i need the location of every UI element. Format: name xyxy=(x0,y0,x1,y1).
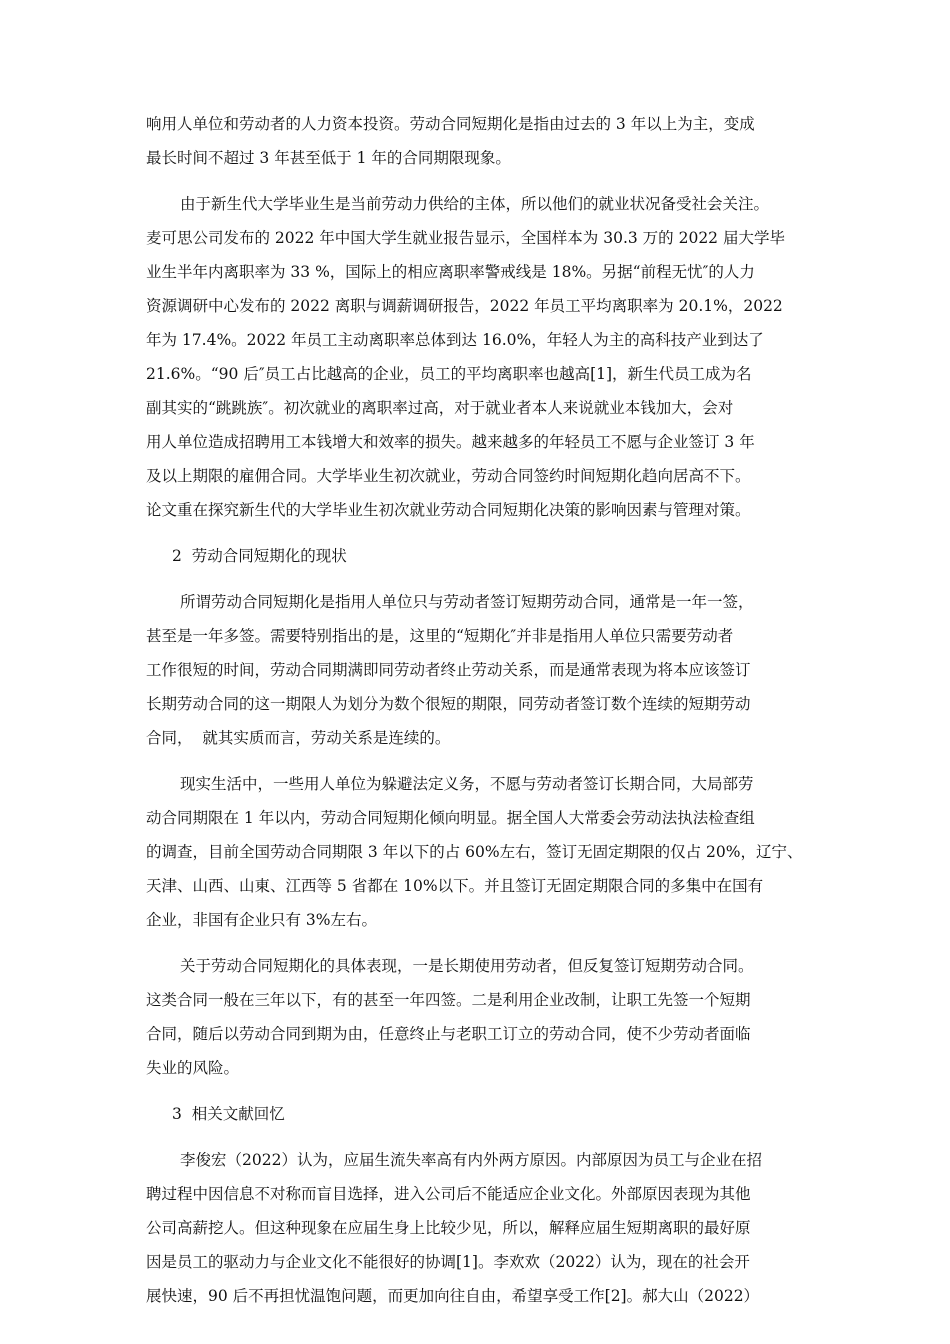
text-line: 天津、山西、山東、江西等 5 省都在 10%以下。并且签订无固定期限合同的多集中在国有 xyxy=(146,877,764,895)
text-line: 因是员工的驱动力与企业文化不能很好的协调[1]。李欢欢（2022）认为，现在的社会开 xyxy=(146,1253,750,1271)
section-heading-text: 2 劳动合同短期化的现状 xyxy=(172,547,347,565)
text-line: 企业，非国有企业只有 3%左右。 xyxy=(146,911,378,929)
text-line: 甚至是一年多签。需要特别指出的是，这里的“短期化″并非是指用人单位只需要劳动者 xyxy=(146,627,734,645)
text-line: 21.6%。“90 后″员工占比越高的企业，员工的平均离职率也越高[1]，新生代员工成为名 xyxy=(146,365,752,383)
text-line: 合同，随后以劳动合同到期为由，任意终止与老职工订立的劳动合同，使不少劳动者面临 xyxy=(146,1025,751,1043)
text-line: 由于新生代大学毕业生是当前劳动力供给的主体，所以他们的就业状况备受社会关注。 xyxy=(180,195,770,213)
text-line: 关于劳动合同短期化的具体表现，一是长期使用劳动者，但反复签订短期劳动合同。 xyxy=(180,957,754,975)
text-line: 资源调研中心发布的 2022 离职与调薪调研报告，2022 年员工平均离职率为 20.1%，2022 xyxy=(146,297,783,315)
document-body xyxy=(146,107,806,1313)
text-line: 的调查，目前全国劳动合同期限 3 年以下的占 60%左右，签订无固定期限的仅占 20%，辽宁、 xyxy=(146,843,803,861)
section-heading xyxy=(146,539,806,573)
text-line: 副其实的“跳跳族″。初次就业的离职率过高，对于就业者本人来说就业本钱加大，会对 xyxy=(146,399,734,417)
paragraph xyxy=(146,1143,806,1313)
text-line: 公司高薪挖人。但这种现象在应届生身上比较少见，所以，解释应届生短期离职的最好原 xyxy=(146,1219,751,1237)
text-line: 聘过程中因信息不对称而盲目选择，进入公司后不能适应企业文化。外部原因表现为其他 xyxy=(146,1185,751,1203)
paragraph xyxy=(146,767,806,937)
text-line: 这类合同一般在三年以下，有的甚至一年四签。二是利用企业改制，让职工先签一个短期 xyxy=(146,991,751,1009)
text-line: 展快速，90 后不再担忧温饱问题，而更加向往自由，希望享受工作[2]。郝大山（2022） xyxy=(146,1287,760,1305)
paragraph xyxy=(146,187,806,527)
text-line: 合同， 就其实质而言，劳动关系是连续的。 xyxy=(146,729,451,747)
text-line: 响用人单位和劳动者的人力资本投资。劳动合同短期化是指由过去的 3 年以上为主，变成 xyxy=(146,115,755,133)
paragraph xyxy=(146,585,806,755)
paragraph xyxy=(146,107,806,175)
text-line: 最长时间不超过 3 年甚至低于 1 年的合同期限现象。 xyxy=(146,149,511,167)
text-line: 用人单位造成招聘用工本钱增大和效率的损失。越来越多的年轻员工不愿与企业签订 3 年 xyxy=(146,433,755,451)
text-line: 年为 17.4%。2022 年员工主动离职率总体到达 16.0%，年轻人为主的高科技产业到达了 xyxy=(146,331,764,349)
text-line: 及以上期限的雇佣合同。大学毕业生初次就业，劳动合同签约时间短期化趋向居高不下。 xyxy=(146,467,751,485)
text-line: 现实生活中，一些用人单位为躲避法定义务，不愿与劳动者签订长期合同，大局部劳 xyxy=(180,775,754,793)
text-line: 李俊宏（2022）认为，应届生流失率高有内外两方原因。内部原因为员工与企业在招 xyxy=(180,1151,762,1169)
text-line: 业生半年内离职率为 33 %，国际上的相应离职率警戒线是 18%。另据“前程无忧″的人力 xyxy=(146,263,755,281)
text-line: 麦可思公司发布的 2022 年中国大学生就业报告显示，全国样本为 30.3 万的 2022 届大学毕 xyxy=(146,229,785,247)
section-heading xyxy=(146,1097,806,1131)
text-line: 长期劳动合同的这一期限人为划分为数个很短的期限，同劳动者签订数个连续的短期劳动 xyxy=(146,695,751,713)
text-line: 所谓劳动合同短期化是指用人单位只与劳动者签订短期劳动合同，通常是一年一签， xyxy=(180,593,754,611)
text-line: 动合同期限在 1 年以内，劳动合同短期化倾向明显。据全国人大常委会劳动法执法检查组 xyxy=(146,809,755,827)
text-line: 失业的风险。 xyxy=(146,1059,240,1077)
text-line: 工作很短的时间，劳动合同期满即同劳动者终止劳动关系，而是通常表现为将本应该签订 xyxy=(146,661,751,679)
section-heading-text: 3 相关文献回忆 xyxy=(172,1105,285,1123)
paragraph xyxy=(146,949,806,1085)
text-line: 论文重在探究新生代的大学毕业生初次就业劳动合同短期化决策的影响因素与管理对策。 xyxy=(146,501,751,519)
